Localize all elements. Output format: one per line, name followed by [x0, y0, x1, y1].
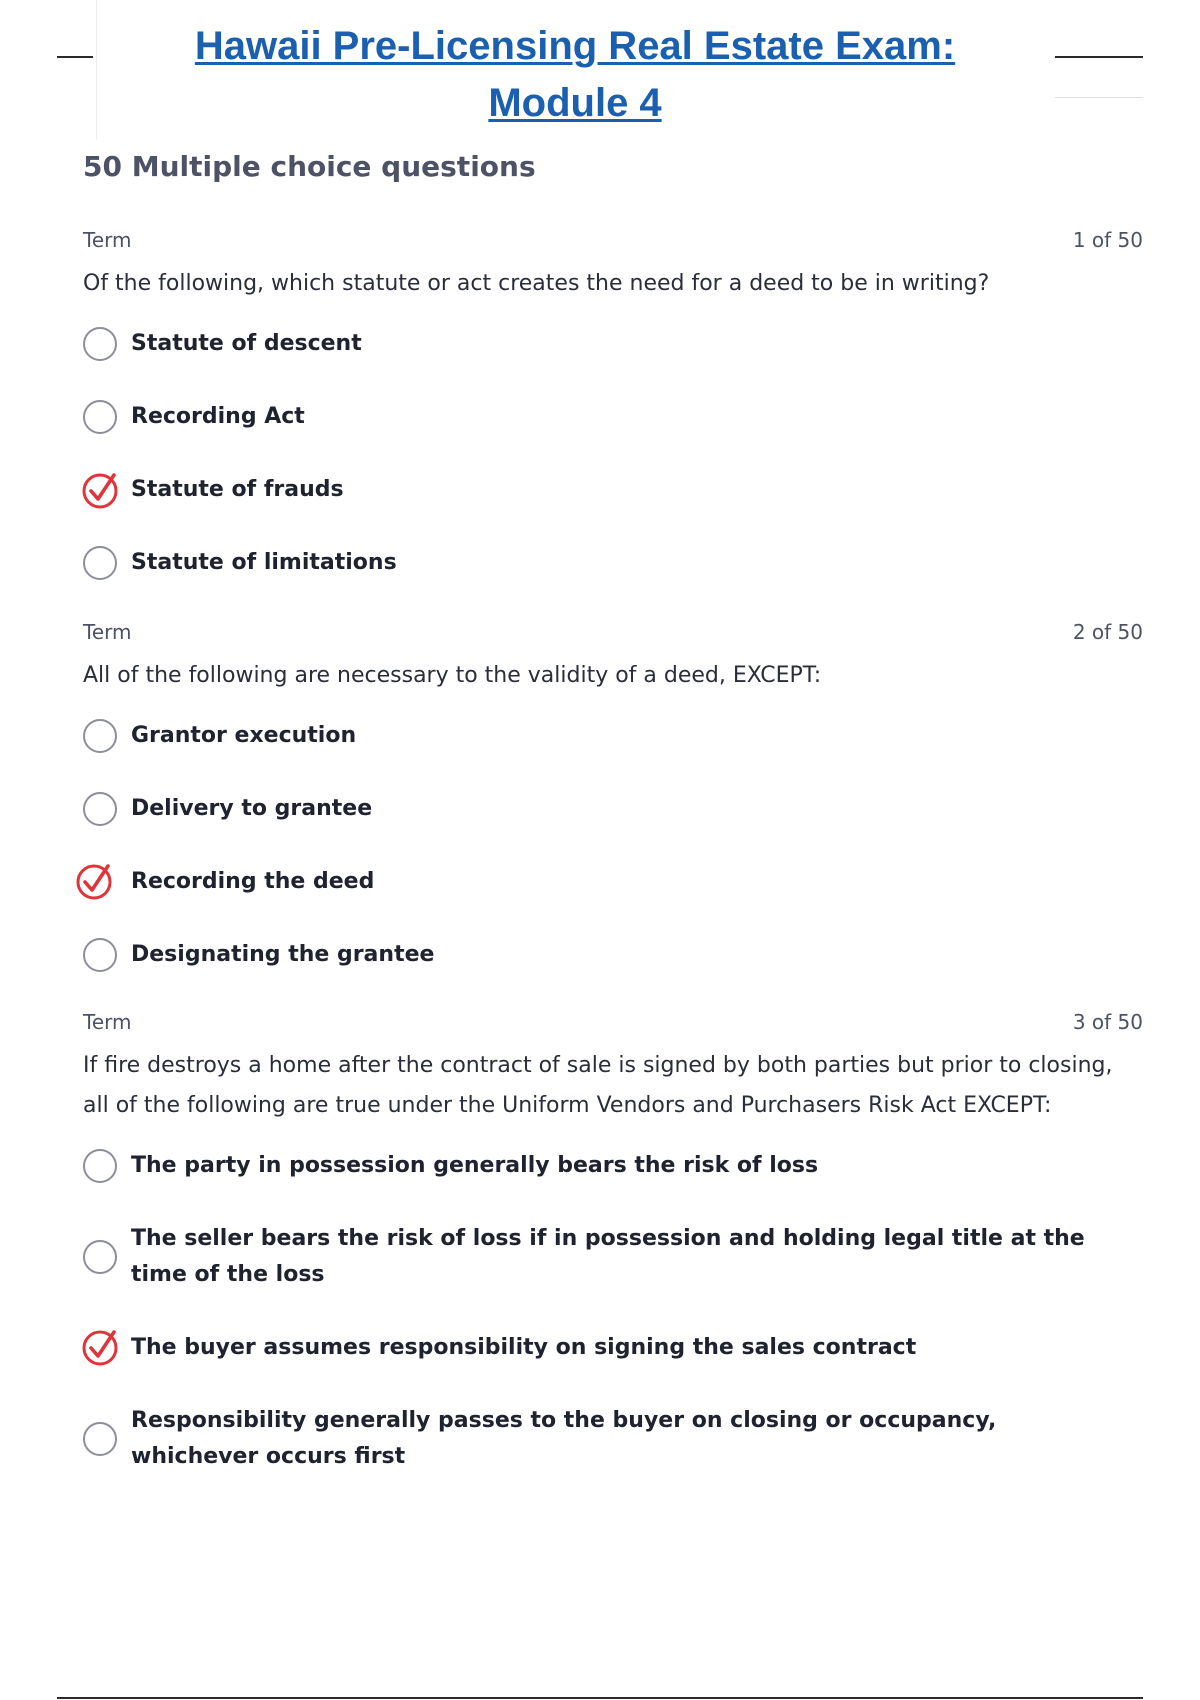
title-line-2: Module 4 [488, 81, 662, 125]
question-counter: 3 of 50 [1072, 1010, 1143, 1034]
header-rule-left [57, 56, 93, 58]
answer-option[interactable] [83, 791, 1143, 827]
radio-circle-icon[interactable] [83, 719, 117, 753]
question-counter: 1 of 50 [1072, 228, 1143, 252]
document-title [120, 18, 1030, 132]
check-circle-icon[interactable] [77, 1324, 123, 1370]
check-circle-icon[interactable] [77, 467, 123, 513]
radio-circle-icon[interactable] [83, 1240, 117, 1274]
term-label: Term [83, 620, 132, 644]
footer-rule [57, 1697, 1143, 1699]
title-line-1: Hawaii Pre-Licensing Real Estate Exam: [194, 24, 956, 68]
question-count-heading: 50 Multiple choice questions [83, 150, 536, 183]
radio-circle-icon[interactable] [83, 938, 117, 972]
radio-circle-icon[interactable] [83, 327, 117, 361]
option-label: Statute of limitations [131, 550, 397, 575]
question-card-3 [83, 1010, 1143, 1480]
radio-circle-icon[interactable] [83, 546, 117, 580]
answer-option[interactable] [83, 937, 1143, 973]
question-text: Of the following, which statute or act creates the need for a deed to be in writing? [83, 271, 990, 296]
term-label: Term [83, 1010, 132, 1034]
answer-option-selected[interactable] [83, 1330, 1143, 1366]
radio-circle-icon[interactable] [83, 792, 117, 826]
question-counter: 2 of 50 [1072, 620, 1143, 644]
option-label: Statute of descent [131, 331, 362, 356]
option-label: The party in possession generally bears the risk of loss [131, 1153, 819, 1178]
answer-option-selected[interactable] [83, 864, 1143, 900]
answer-option[interactable] [83, 1403, 1143, 1475]
option-label: Recording Act [131, 404, 305, 429]
option-label: Designating the grantee [131, 942, 435, 967]
answer-option[interactable] [83, 399, 1143, 435]
option-label: Responsibility generally passes to the buyer on closing or occupancy, whichever occurs first [131, 1408, 997, 1469]
radio-circle-icon[interactable] [83, 1422, 117, 1456]
header-rule-right-faint [1055, 97, 1143, 98]
header-rule-right [1055, 56, 1143, 58]
question-card-1 [83, 228, 1143, 588]
radio-circle-icon[interactable] [83, 400, 117, 434]
header-divider [96, 0, 97, 140]
answer-option-selected[interactable] [83, 472, 1143, 508]
check-circle-icon[interactable] [71, 858, 117, 904]
option-label: Grantor execution [131, 723, 357, 748]
option-label: The buyer assumes responsibility on signing the sales contract [131, 1335, 917, 1360]
option-label: Statute of frauds [131, 477, 344, 502]
answer-option[interactable] [83, 718, 1143, 754]
question-text: If fire destroys a home after the contract of sale is signed by both parties but prior to closing, all of the following are true under the Uniform Vendors and Purchasers Risk Act EXCEPT: [83, 1053, 1113, 1118]
option-label: Delivery to grantee [131, 796, 373, 821]
answer-option[interactable] [83, 1221, 1143, 1293]
option-label: Recording the deed [131, 869, 375, 894]
answer-option[interactable] [83, 1148, 1143, 1184]
option-label: The seller bears the risk of loss if in possession and holding legal title at the time of the loss [131, 1226, 1085, 1287]
question-card-2 [83, 620, 1143, 980]
answer-option[interactable] [83, 326, 1143, 362]
question-text: All of the following are necessary to the validity of a deed, EXCEPT: [83, 663, 822, 688]
answer-option[interactable] [83, 545, 1143, 581]
term-label: Term [83, 228, 132, 252]
radio-circle-icon[interactable] [83, 1149, 117, 1183]
